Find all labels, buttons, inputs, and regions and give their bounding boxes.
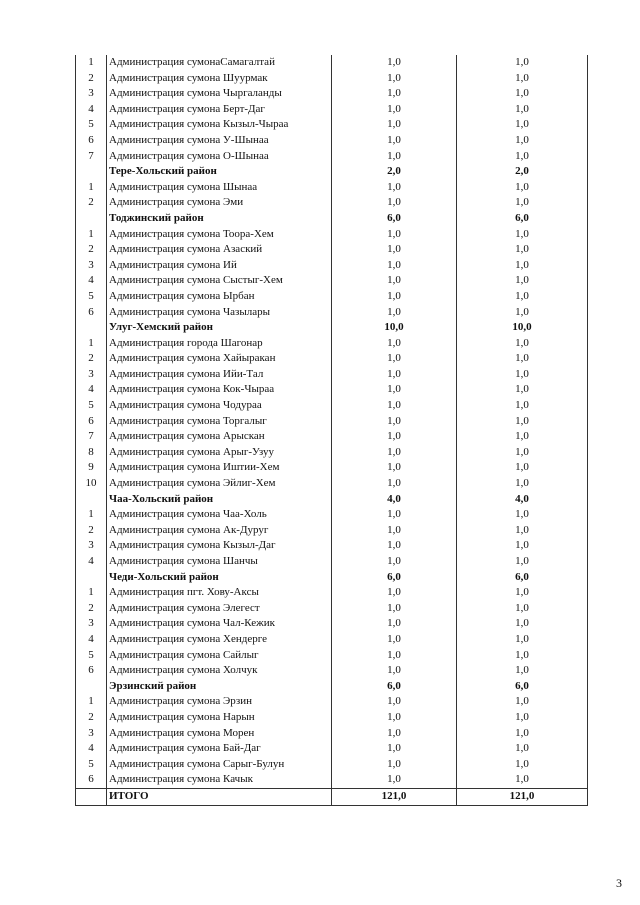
row-name: Администрация сумона Бай-Даг [107,741,332,757]
row-value-b: 1,0 [457,726,588,742]
row-value-a: 1,0 [332,336,457,352]
row-number: 1 [76,585,107,601]
row-name: Улуг-Хемский район [107,320,332,336]
row-name: Администрация сумона Эрзин [107,694,332,710]
row-name: Администрация сумона Холчук [107,663,332,679]
table-row [76,398,588,414]
row-value-b: 1,0 [457,242,588,258]
row-value-b: 1,0 [457,554,588,570]
row-value-a: 1,0 [332,429,457,445]
table-row [76,772,588,788]
row-name: Администрация сумонаСамагалтай [107,55,332,71]
table-row [76,71,588,87]
row-value-a: 1,0 [332,710,457,726]
table-row [76,273,588,289]
row-value-a: 1,0 [332,258,457,274]
row-name: Администрация сумона О-Шынаа [107,149,332,165]
row-value-a: 1,0 [332,242,457,258]
row-number: 4 [76,273,107,289]
table-row [76,554,588,570]
row-value-b: 1,0 [457,133,588,149]
table-body [76,55,588,805]
row-value-a: 1,0 [332,149,457,165]
row-value-b: 1,0 [457,351,588,367]
row-number: 8 [76,445,107,461]
row-name: Администрация сумона Ийи-Тал [107,367,332,383]
row-name: Администрация сумона Арыг-Узуу [107,445,332,461]
row-name: Администрация сумона Чаа-Холь [107,507,332,523]
row-value-b: 1,0 [457,195,588,211]
row-value-b: 2,0 [457,164,588,180]
row-name: Администрация сумона Чал-Кежик [107,616,332,632]
table-row [76,382,588,398]
table-row [76,429,588,445]
row-value-a: 1,0 [332,616,457,632]
row-value-a: 2,0 [332,164,457,180]
row-value-b: 1,0 [457,585,588,601]
table-row [76,538,588,554]
row-value-b: 1,0 [457,367,588,383]
table-row [76,616,588,632]
table-row [76,258,588,274]
row-name: Администрация сумона Сайлыг [107,648,332,664]
row-value-a: 1,0 [332,180,457,196]
row-name: Администрация сумона Иштии-Хем [107,460,332,476]
table-row [76,227,588,243]
row-name: Чаа-Хольский район [107,492,332,508]
row-value-a: 4,0 [332,492,457,508]
row-value-a: 1,0 [332,476,457,492]
table-row [76,86,588,102]
row-name: Администрация пгт. Хову-Аксы [107,585,332,601]
row-name: Администрация сумона Чыргаланды [107,86,332,102]
row-name: Администрация сумона Качык [107,772,332,788]
row-value-b: 1,0 [457,710,588,726]
row-value-b: 1,0 [457,289,588,305]
row-value-b: 1,0 [457,772,588,788]
row-name: Администрация сумона Эми [107,195,332,211]
table-row [76,585,588,601]
table-row [76,445,588,461]
row-value-a: 1,0 [332,757,457,773]
row-number: 5 [76,648,107,664]
row-name: Администрация сумона Сарыг-Булун [107,757,332,773]
row-number: 2 [76,523,107,539]
district-row [76,570,588,586]
row-value-b: 6,0 [457,211,588,227]
row-number: 2 [76,351,107,367]
row-number [76,164,107,180]
row-value-a: 1,0 [332,55,457,71]
row-name: Администрация сумона Шанчы [107,554,332,570]
row-name: Администрация сумона Чодураа [107,398,332,414]
row-name: Тере-Хольский район [107,164,332,180]
row-number: 6 [76,133,107,149]
row-value-a: 1,0 [332,351,457,367]
row-number: 5 [76,398,107,414]
row-number: 4 [76,632,107,648]
row-value-a: 1,0 [332,445,457,461]
row-value-a: 1,0 [332,133,457,149]
row-value-a: 1,0 [332,86,457,102]
row-value-b: 1,0 [457,429,588,445]
row-name: Администрация сумона Тоора-Хем [107,227,332,243]
row-name: Тоджинский район [107,211,332,227]
row-value-a: 1,0 [332,585,457,601]
table-row [76,694,588,710]
row-name: Администрация сумона Кызыл-Даг [107,538,332,554]
row-number [76,211,107,227]
row-name: Администрация сумона Торгалыг [107,414,332,430]
table-row [76,476,588,492]
row-number [76,570,107,586]
row-number: 4 [76,382,107,398]
row-value-a: 121,0 [332,788,457,805]
row-value-b: 1,0 [457,71,588,87]
row-value-b: 1,0 [457,398,588,414]
row-value-a: 1,0 [332,741,457,757]
row-number: 5 [76,117,107,133]
row-number: 5 [76,757,107,773]
table-row [76,55,588,71]
row-value-b: 1,0 [457,757,588,773]
table-row [76,663,588,679]
row-value-b: 1,0 [457,86,588,102]
row-value-b: 1,0 [457,102,588,118]
row-number [76,492,107,508]
row-name: Администрация сумона Нарын [107,710,332,726]
table-row [76,351,588,367]
table-row [76,289,588,305]
row-name: Администрация сумона Кок-Чыраа [107,382,332,398]
row-value-b: 1,0 [457,663,588,679]
row-number [76,788,107,805]
row-name: Администрация сумона Ак-Дуруг [107,523,332,539]
row-name: Администрация сумона Ий [107,258,332,274]
row-value-a: 1,0 [332,227,457,243]
row-number: 4 [76,741,107,757]
row-number: 3 [76,367,107,383]
row-number: 2 [76,71,107,87]
row-value-b: 1,0 [457,694,588,710]
row-number: 2 [76,242,107,258]
row-value-a: 1,0 [332,538,457,554]
row-name: Администрация сумона Шынаа [107,180,332,196]
row-name: Чеди-Хольский район [107,570,332,586]
row-name: Администрация сумона Морен [107,726,332,742]
row-name: Администрация сумона Хайыракан [107,351,332,367]
row-value-b: 1,0 [457,460,588,476]
row-number: 1 [76,694,107,710]
row-number: 6 [76,772,107,788]
row-value-a: 6,0 [332,211,457,227]
table-row [76,632,588,648]
total-row [76,788,588,805]
row-value-a: 1,0 [332,305,457,321]
row-number [76,679,107,695]
row-value-a: 1,0 [332,772,457,788]
row-value-b: 6,0 [457,570,588,586]
row-value-a: 1,0 [332,632,457,648]
row-value-b: 121,0 [457,788,588,805]
district-row [76,164,588,180]
row-name: ИТОГО [107,788,332,805]
row-value-a: 1,0 [332,289,457,305]
row-name: Администрация сумона У-Шынаа [107,133,332,149]
row-name: Администрация сумона Берт-Даг [107,102,332,118]
row-value-a: 1,0 [332,554,457,570]
table-row [76,741,588,757]
district-row [76,211,588,227]
row-value-a: 1,0 [332,367,457,383]
row-value-b: 1,0 [457,523,588,539]
row-value-b: 1,0 [457,601,588,617]
row-number: 1 [76,507,107,523]
row-value-a: 1,0 [332,398,457,414]
row-value-a: 6,0 [332,570,457,586]
row-value-b: 1,0 [457,305,588,321]
row-value-b: 1,0 [457,117,588,133]
district-row [76,679,588,695]
row-number: 3 [76,86,107,102]
row-number: 6 [76,414,107,430]
table-row [76,523,588,539]
row-value-b: 1,0 [457,180,588,196]
row-number: 7 [76,429,107,445]
row-value-b: 1,0 [457,445,588,461]
row-value-a: 1,0 [332,382,457,398]
row-value-a: 1,0 [332,648,457,664]
row-value-a: 6,0 [332,679,457,695]
row-value-a: 1,0 [332,195,457,211]
allocation-table [75,55,588,806]
row-name: Администрация сумона Чазылары [107,305,332,321]
row-number: 2 [76,195,107,211]
row-value-b: 1,0 [457,414,588,430]
row-number: 1 [76,180,107,196]
row-name: Администрация города Шагонар [107,336,332,352]
row-number [76,320,107,336]
row-number: 2 [76,601,107,617]
row-number: 6 [76,663,107,679]
row-name: Администрация сумона Шуурмак [107,71,332,87]
row-value-a: 1,0 [332,507,457,523]
row-number: 4 [76,102,107,118]
row-name: Эрзинский район [107,679,332,695]
row-number: 3 [76,258,107,274]
row-value-a: 1,0 [332,601,457,617]
row-value-b: 1,0 [457,55,588,71]
row-value-a: 1,0 [332,273,457,289]
page-number: 3 [616,876,622,890]
row-number: 3 [76,726,107,742]
row-number: 3 [76,616,107,632]
row-value-b: 6,0 [457,679,588,695]
row-value-a: 1,0 [332,460,457,476]
row-value-b: 1,0 [457,227,588,243]
row-value-b: 1,0 [457,476,588,492]
row-value-a: 1,0 [332,414,457,430]
row-value-b: 1,0 [457,258,588,274]
row-value-a: 1,0 [332,726,457,742]
row-value-a: 1,0 [332,71,457,87]
table-row [76,460,588,476]
table-row [76,367,588,383]
table-row [76,710,588,726]
table-row [76,414,588,430]
row-value-a: 1,0 [332,117,457,133]
row-value-b: 1,0 [457,382,588,398]
table-row [76,648,588,664]
table-row [76,149,588,165]
row-value-b: 1,0 [457,648,588,664]
row-name: Администрация сумона Кызыл-Чыраа [107,117,332,133]
row-value-b: 1,0 [457,741,588,757]
row-number: 10 [76,476,107,492]
row-number: 1 [76,227,107,243]
table-row [76,507,588,523]
district-row [76,320,588,336]
row-value-a: 1,0 [332,694,457,710]
row-number: 7 [76,149,107,165]
row-number: 5 [76,289,107,305]
row-value-a: 1,0 [332,523,457,539]
row-value-b: 10,0 [457,320,588,336]
row-value-a: 1,0 [332,102,457,118]
district-row [76,492,588,508]
row-value-b: 4,0 [457,492,588,508]
row-number: 2 [76,710,107,726]
table-row [76,726,588,742]
row-number: 1 [76,55,107,71]
table-row [76,117,588,133]
row-value-b: 1,0 [457,273,588,289]
row-name: Администрация сумона Хендерге [107,632,332,648]
row-value-b: 1,0 [457,616,588,632]
row-value-b: 1,0 [457,538,588,554]
table-row [76,336,588,352]
row-number: 6 [76,305,107,321]
row-name: Администрация сумона Азаский [107,242,332,258]
row-value-a: 1,0 [332,663,457,679]
table-row [76,133,588,149]
row-value-b: 1,0 [457,336,588,352]
row-name: Администрация сумона Ырбан [107,289,332,305]
table-row [76,242,588,258]
table-row [76,180,588,196]
row-name: Администрация сумона Элегест [107,601,332,617]
row-name: Администрация сумона Арыскан [107,429,332,445]
row-number: 3 [76,538,107,554]
row-value-b: 1,0 [457,149,588,165]
row-number: 9 [76,460,107,476]
row-number: 1 [76,336,107,352]
row-number: 4 [76,554,107,570]
row-name: Администрация сумона Эйлиг-Хем [107,476,332,492]
row-value-a: 10,0 [332,320,457,336]
row-name: Администрация сумона Сыстыг-Хем [107,273,332,289]
table-row [76,102,588,118]
row-value-b: 1,0 [457,507,588,523]
table-row [76,305,588,321]
table-row [76,601,588,617]
table-row [76,195,588,211]
row-value-b: 1,0 [457,632,588,648]
table-row [76,757,588,773]
